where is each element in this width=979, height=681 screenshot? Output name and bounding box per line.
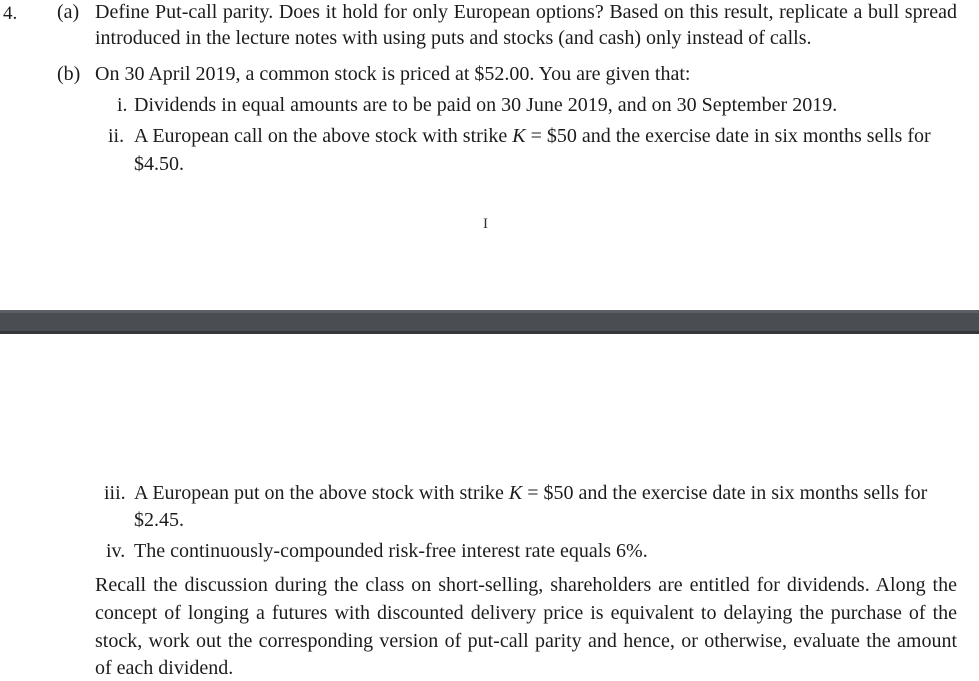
item-iii-pre: A European put on the above stock with strike — [134, 482, 509, 504]
closing-line-4: of each dividend. — [95, 657, 234, 679]
item-iii-line-2: $2.45. — [134, 509, 184, 531]
item-iii-label: iii. — [104, 482, 126, 504]
strike-variable: K — [512, 125, 526, 147]
question-number: 4. — [3, 3, 18, 24]
page-divider — [0, 310, 979, 334]
part-a-line-2: introduced in the lecture notes with using puts and stocks (and cash) only instead of calls. — [95, 27, 812, 49]
item-ii-label: ii. — [108, 125, 125, 147]
strike-variable: K — [508, 482, 523, 504]
part-a-line-1: Define Put-call parity. Does it hold for only European options? Based on this result, replicate a bull spread — [95, 1, 957, 23]
item-ii-line-1 — [134, 124, 931, 148]
closing-line-3: stock, work out the corresponding version of put-call parity and hence, or otherwise, evaluate the amount — [95, 630, 957, 652]
item-iii-line-1 — [134, 481, 927, 505]
text-cursor-icon: I — [483, 216, 488, 232]
item-i-label: i. — [117, 94, 128, 116]
item-iv-label: iv. — [106, 540, 126, 562]
part-a-label: (a) — [57, 1, 80, 23]
item-iv-text: The continuously-compounded risk-free interest rate equals 6%. — [134, 540, 648, 562]
closing-line-1: Recall the discussion during the class on short-selling, shareholders are entitled for dividends. Along the — [95, 574, 957, 596]
item-ii-post: = $50 and the exercise date in six months sells for — [525, 125, 931, 147]
item-ii-pre: A European call on the above stock with strike — [134, 125, 513, 147]
item-i-text: Dividends in equal amounts are to be paid on 30 June 2019, and on 30 September 2019. — [134, 94, 838, 116]
item-iii-post: = $50 and the exercise date in six months sells for — [522, 482, 928, 504]
closing-line-2: concept of longing a futures with discounted delivery price is equivalent to delaying the purchase of the — [95, 602, 957, 624]
part-b-label: (b) — [57, 63, 81, 85]
item-ii-line-2: $4.50. — [134, 153, 184, 175]
part-b-intro: On 30 April 2019, a common stock is priced at $52.00. You are given that: — [95, 63, 691, 85]
